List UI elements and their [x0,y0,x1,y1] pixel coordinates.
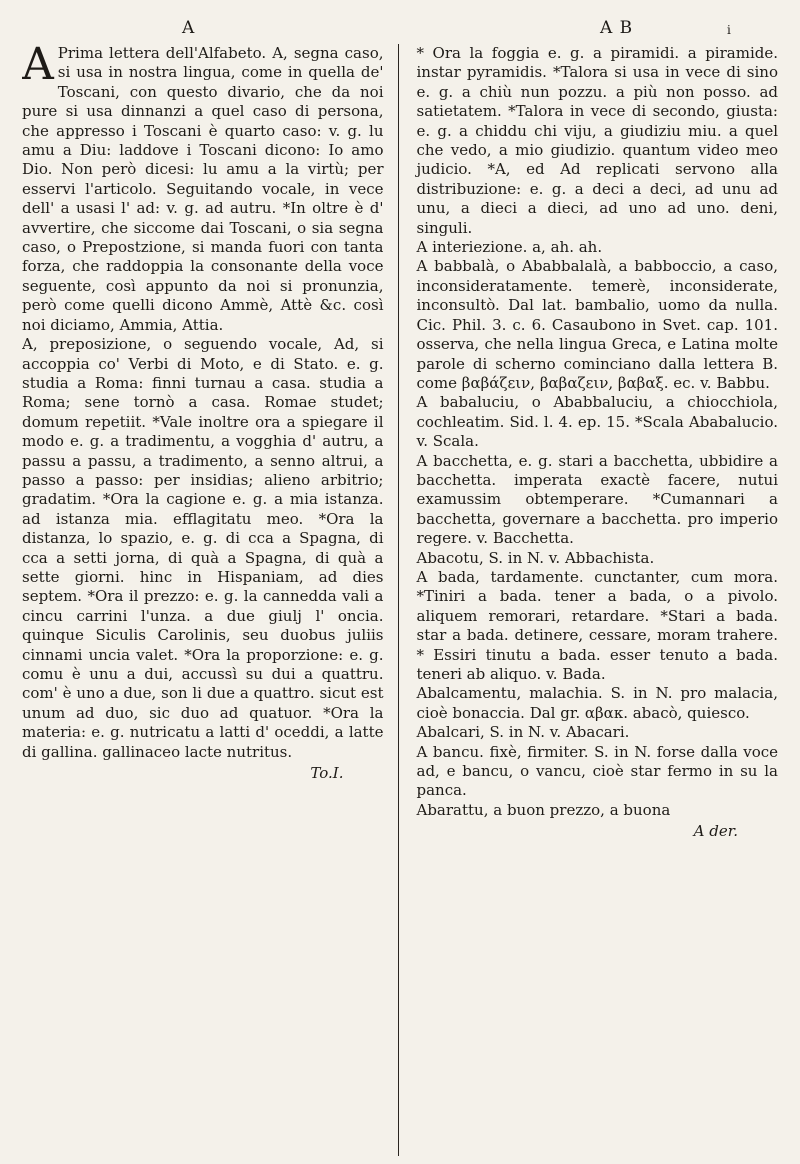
entry-a-bada: A bada, tardamente. cunctanter, cum mora. *Tiniri a bada. tener a bada, o a pivolo. aliquem remorari, retardare. *Stari a bada. star a bada. detinere, cessare, moram trahere. * Essiri tinutu a bada. esser tenuto a bada. teneri ab aliquo. v. Bada. [416,567,778,683]
entry-abalcari: Abalcari, S. in N. v. Abacari. [416,723,630,742]
right-column [398,44,779,1156]
two-column-body [22,44,778,1156]
entry-a-babbala: A babbalà, o Ababbalalà, a babboccio, a caso, inconsideratamente. temerè, inconsiderate, inconsultò. Dal lat. bambalio, uomo da nulla. Cic. Phil. 3. c. 6. Casaubono in Svet. cap. 101. osserva, che nella lingua Greca, e Latina molte parole di scherno cominciano dalla lettera B. come βαβάζειν, βαβαζειν, βαβαξ. ec. v. Babbu. [416,257,778,392]
entry-ora-foggia: * Ora la foggia e. g. a piramidi. a piramide. instar pyramidis. *Talora si usa in vece di sino e. g. a chiù nun pozzu. a più non posso. ad satietatem. *Talora in vece di secondo, giusta: e. g. a chiddu chi viju, a giudiziu miu. a quel che vedo, a mio giudizio. quantum video meo judicio. *A, ed Ad replicati servono alla distribuzione: e. g. a deci a deci, ad unu ad unu, a dieci a dieci, ad uno ad uno. deni, singuli. [416,44,778,237]
left-column [22,44,398,1156]
drop-cap: A [22,44,54,90]
folio-mark: i [727,23,732,37]
header-right-letters: A B [600,18,634,38]
entry-a-bacchetta: A bacchetta, e. g. stari a bacchetta, ubbidire a bacchetta. imperata exactè facere, nutui examussim obtemperare. *Cumannari a bacchetta, governare a bacchetta. pro imperio regere. v. Bacchetta. [416,451,778,548]
entry-a-interiezione: A interiezione. a, ah. ah. [416,238,603,257]
catchword-right: A der. [693,822,738,841]
entry-abarattu: Abarattu, a buon prezzo, a buona [416,800,671,819]
catchword-left: To.I. [310,764,344,783]
running-header [22,14,778,42]
entry-a-preposition: A, preposizione, o seguendo vocale, Ad, si accoppia co' Verbi di Moto, e di Stato. e. g. studia a Roma: finni turnau a casa. studia a Roma; sene tornò a casa. Romae studet; domum repetiit. *Vale inoltre ora a spiegare il modo e. g. a tradimentu, a vogghia d' autru, a passu a passu, a tradimento, a senno altrui, a passo a passo: per insidias; alieno arbitrio; gradatim. *Ora la cagione e. g. a mia istanza. ad istanza mia. efflagitatu meo. *Ora la distanza, lo spazio, e. g. di cca a Spagna, di cca a setti jorna, di quà a Spagna, di quà a sette giorni. hinc in Hispaniam, ad dies septem. *Ora il prezzo: e. g. la cannedda vali a cincu carrini l'unza. a due giulj l' oncia. quinque Siculis Carolinis, seu duobus juliis cinnami uncia valet. *Ora la proporzione: e. g. comu è unu a dui, accussì su dui a quattru. com' è uno a due, son li due a quattro. sicut est unum ad duo, sic duo ad quatuor. *Ora la materia: e. g. nutricatu a latti d' oceddi, a latte di gallina. gallinaceo lacte nutritus. [22,335,384,761]
entry-a-babaluciu: A babaluciu, o Ababbaluciu, a chiocchiola, cochleatim. Sid. l. 4. ep. 15. *Scala Ababalucio. v. Scala. [416,393,778,451]
entry-a-letter: Prima lettera dell'Alfabeto. A, segna caso, si usa in nostra lingua, come in quella de' Toscani, con questo divario, che da noi pure si usa dinnanzi a quel caso di persona, che appresso i Toscani è quarto caso: v. g. lu amu a Diu: laddove i Toscani dicono: Io amo Dio. Non però dicesi: lu amu a la virtù; per esservi l'articolo. Seguitando vocale, in vece dell' a usasi l' ad: v. g. ad autru. *In oltre è d' avvertire, che siccome dai Toscani, o sia segna caso, o Prepostzione, si manda fuori con tanta forza, che raddoppia la consonante della voce seguente, così appunto da noi si pronunzia, però come quelli dicono Ammè, Attè &c. così noi diciamo, Ammia, Attia. [22,44,384,334]
entry-abacotu: Abacotu, S. in N. v. Abbachista. [416,548,655,567]
header-left-letter: A [182,18,196,38]
entry-abalcamentu: Abalcamentu, malachia. S. in N. pro malacia, cioè bonaccia. Dal gr. αβακ. abacò, quiesco. [416,684,778,722]
entry-a-bancu: A bancu. fixè, firmiter. S. in N. forse dalla voce ad, e bancu, o vancu, cioè star fermo in su la panca. [416,742,778,800]
